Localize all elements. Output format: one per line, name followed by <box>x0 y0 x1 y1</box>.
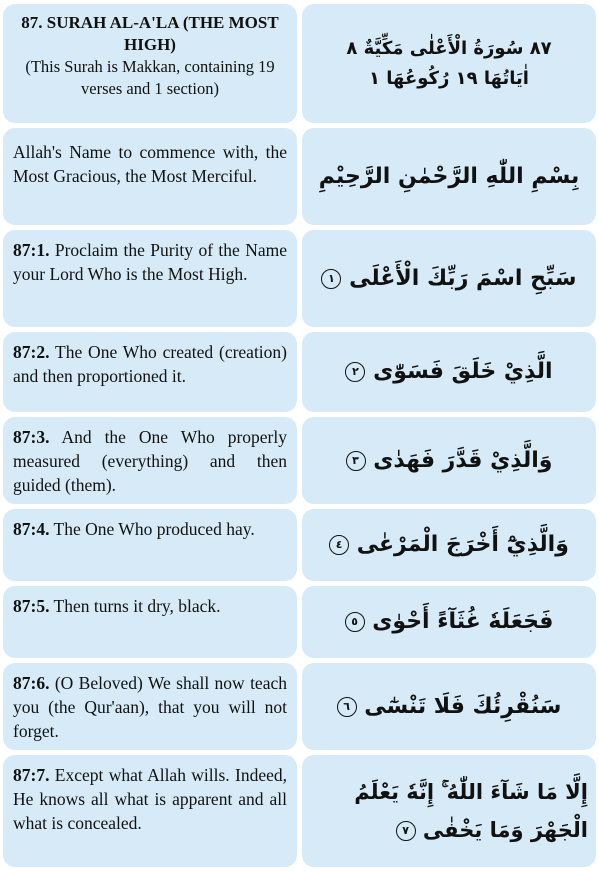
verse-arabic: الَّذِيْ خَلَقَ فَسَوّٰى <box>373 359 553 384</box>
verse-7-english <box>3 755 297 867</box>
verse-text: Except what Allah wills. Indeed, He knows all what is apparent and all what is concealed. <box>13 765 287 833</box>
verse-4-arabic <box>302 509 596 581</box>
verse-text: Then turns it dry, black. <box>53 596 221 616</box>
verse-text: And the One Who properly measured (everything) and then guided (them). <box>13 427 287 495</box>
basmala-english: Allah's Name to commence with, the Most Gracious, the Most Merciful. <box>13 142 287 186</box>
verse-arabic: وَالَّذِيْ قَدَّرَ فَهَدٰى <box>373 447 553 473</box>
basmala-arabic-cell <box>302 128 596 225</box>
verse-5-arabic <box>302 586 596 658</box>
verse-ref: 87:3. <box>13 427 50 447</box>
verse-3-english <box>3 417 297 504</box>
surah-subtitle: (This Surah is Makkan, containing 19 verses and 1 section) <box>25 57 275 98</box>
verse-end-marker: ٢ <box>345 362 365 382</box>
verse-6-english <box>3 663 297 750</box>
verse-end-marker: ٦ <box>337 697 357 717</box>
basmala-arabic: بِسْمِ اللّٰهِ الرَّحْمٰنِ الرَّحِيْمِ <box>318 163 580 189</box>
verse-2-english <box>3 332 297 412</box>
verse-1-english <box>3 230 297 327</box>
verse-arabic: إِلَّا مَا شَآءَ اللّٰهُ ۚ إِنَّهٗ يَعْلَمُ الْجَهْرَ وَمَا يَخْفٰى <box>354 780 588 842</box>
verse-3-arabic <box>302 417 596 504</box>
verse-arabic: سَبِّحِ اسْمَ رَبِّكَ الْأَعْلَى <box>349 265 577 291</box>
verse-6-arabic <box>302 663 596 750</box>
verse-text: Proclaim the Purity of the Name your Lord Who is the Most High. <box>13 240 288 284</box>
surah-arabic-info: اٰيَاتُهَا ١٩ رُكُوعُهَا ١ <box>369 67 529 89</box>
verse-end-marker: ١ <box>321 269 341 289</box>
verse-end-marker: ٤ <box>329 535 349 555</box>
verse-arabic: وَالَّذِيْٓ أَخْرَجَ الْمَرْعٰى <box>356 532 569 557</box>
verse-1-arabic <box>302 230 596 327</box>
verse-2-arabic <box>302 332 596 412</box>
verse-end-marker: ٣ <box>346 451 366 471</box>
verse-7-arabic <box>302 755 596 867</box>
verse-5-english <box>3 586 297 658</box>
verse-ref: 87:4. <box>13 519 50 539</box>
verse-arabic: فَجَعَلَهٗ غُثَآءً أَحْوٰى <box>372 609 554 634</box>
verse-text: The One Who produced hay. <box>53 519 255 539</box>
header-english-cell <box>3 4 297 123</box>
verse-4-english <box>3 509 297 581</box>
surah-arabic-title: ٨٧ سُورَةُ الْأَعْلٰى مَكِّيَّةٌ ٨ <box>346 37 552 59</box>
verse-ref: 87:6. <box>13 673 50 693</box>
verse-ref: 87:5. <box>13 596 50 616</box>
basmala-english-cell <box>3 128 297 225</box>
surah-title: 87. SURAH AL-A'LA (THE MOST HIGH) <box>21 13 279 54</box>
verse-end-marker: ٥ <box>345 612 365 632</box>
header-arabic-cell <box>302 4 596 123</box>
verse-arabic: سَنُقْرِئُكَ فَلَا تَنْسٰٓى <box>364 693 562 719</box>
verse-ref: 87:2. <box>13 342 50 362</box>
verse-ref: 87:1. <box>13 240 50 260</box>
verse-text: (O Beloved) We shall now teach you (the Qur'aan), that you will not forget. <box>13 673 287 741</box>
verse-end-marker: ٧ <box>396 821 416 841</box>
verse-text: The One Who created (creation) and then proportioned it. <box>13 342 287 386</box>
verse-ref: 87:7. <box>13 765 50 785</box>
